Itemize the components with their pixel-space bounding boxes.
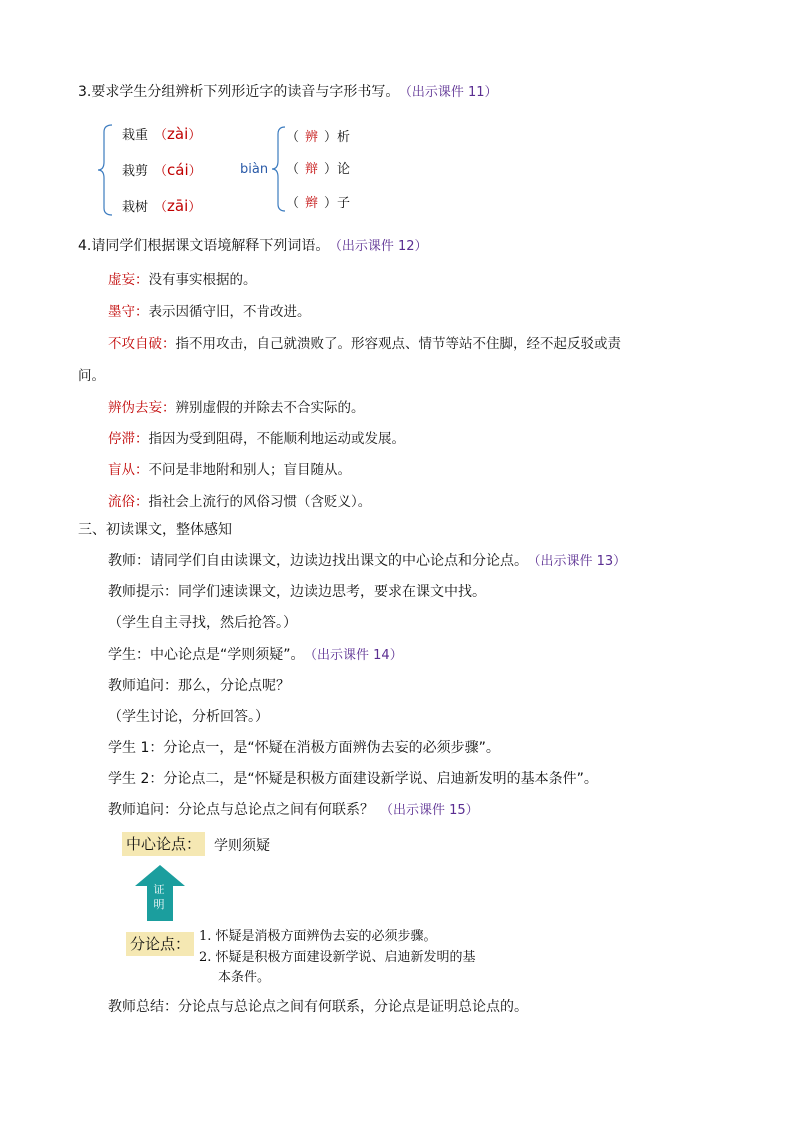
summary-line: 教师总结：分论点与总论点之间有何联系，分论点是证明总论点的。 — [108, 999, 528, 1015]
item4-text: 4.请同学们根据课文语境解释下列词语。 — [78, 238, 330, 254]
item3-line — [78, 82, 498, 103]
item4-line — [78, 236, 428, 257]
item4-ref: （出示课件 12） — [335, 239, 428, 254]
center-thesis-label: 中心论点： — [122, 832, 205, 856]
dialog-line: 教师提示：同学们速读课文，边读边思考，要求在课文中找。 — [108, 584, 486, 600]
bian-char: 辩 — [305, 162, 319, 177]
zai-char: 栽剪 — [122, 164, 149, 179]
term-row: 盲从：不问是非地附和别人；盲目随从。 — [108, 462, 351, 478]
sub-thesis-item-2-cont: 本条件。 — [218, 970, 271, 985]
sub-thesis-item-2: 2. 怀疑是积极方面建设新学说、启迪新发明的基 — [199, 950, 476, 965]
term-row: 停滞：指因为受到阻碍，不能顺利地运动或发展。 — [108, 431, 405, 447]
zai-brace-icon — [96, 122, 116, 218]
sub-thesis-item-1: 1. 怀疑是消极方面辨伪去妄的必须步骤。 — [199, 929, 437, 944]
dialog-line: （学生自主寻找，然后抢答。） — [108, 615, 297, 631]
section3-title: 三、初读课文，整体感知 — [78, 522, 232, 538]
zai-row-2: 栽剪 （cái） — [122, 161, 202, 179]
bian-row-2: （ 辩 ）论 — [286, 162, 351, 177]
bian-row-1: （ 辨 ）析 — [286, 130, 351, 145]
term-row: 辨伪去妄：辨别虚假的并除去不合实际的。 — [108, 400, 365, 416]
dialog-line: 教师：请同学们自由读课文，边读边找出课文的中心论点和分论点。 （出示课件 13） — [108, 553, 627, 569]
term-row-continued: 问。 — [78, 368, 105, 384]
zai-row-3: 栽树 （zāi） — [122, 197, 202, 215]
dialog-line: 学生 2：分论点二，是“怀疑是积极方面建设新学说、启迪新发明的基本条件”。 — [108, 771, 598, 787]
term-row: 不攻自破：指不用攻击，自己就溃败了。形容观点、情节等站不住脚，经不起反驳或责 — [108, 336, 621, 352]
zai-pinyin: zāi — [167, 197, 189, 215]
dialog-line: 教师追问：那么，分论点呢？ — [108, 678, 290, 694]
zai-pinyin: zài — [167, 125, 189, 143]
dialog-line: 学生 1：分论点一，是“怀疑在消极方面辨伪去妄的必须步骤”。 — [108, 740, 500, 756]
bian-char: 辫 — [305, 196, 319, 211]
dialog-line: 学生：中心论点是“学则须疑”。 （出示课件 14） — [108, 647, 403, 663]
dialog-line: 教师追问：分论点与总论点之间有何联系？ （出示课件 15） — [108, 802, 479, 818]
center-thesis-value: 学则须疑 — [214, 838, 270, 854]
zai-char: 栽树 — [122, 200, 149, 215]
term-row: 虚妄：没有事实根据的。 — [108, 272, 257, 288]
item3-ref: （出示课件 11） — [405, 85, 498, 100]
term-row: 墨守：表示因循守旧，不肯改进。 — [108, 304, 311, 320]
sub-thesis-label: 分论点： — [126, 932, 194, 956]
zai-row-1: 栽重 （zài） — [122, 125, 202, 143]
term-row: 流俗：指社会上流行的风俗习惯（含贬义）。 — [108, 494, 372, 510]
bian-char: 辨 — [305, 130, 319, 145]
prove-arrow-text: 证 明 — [153, 883, 165, 911]
item3-text: 3.要求学生分组辨析下列形近字的读音与字形书写。 — [78, 84, 400, 100]
dialog-line: （学生讨论，分析回答。） — [108, 709, 269, 725]
zai-pinyin: cái — [167, 161, 189, 179]
bian-pinyin: biàn — [240, 162, 269, 177]
bian-row-3: （ 辫 ）子 — [286, 196, 351, 211]
zai-char: 栽重 — [122, 128, 149, 143]
